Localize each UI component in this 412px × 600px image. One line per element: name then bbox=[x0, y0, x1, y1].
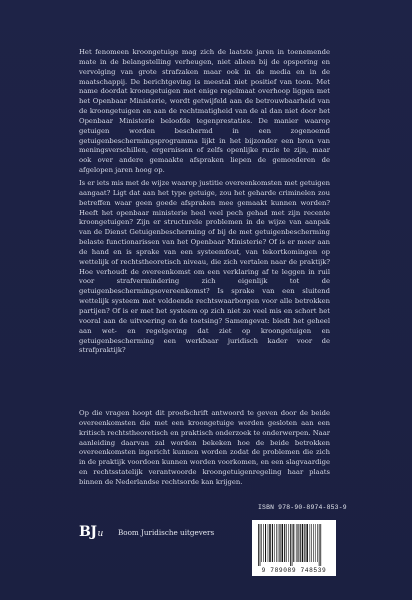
barcode-bar bbox=[269, 524, 271, 562]
barcode-digits: 9 789089 748539 bbox=[261, 567, 327, 574]
barcode-bar bbox=[310, 524, 311, 562]
barcode-bar bbox=[292, 524, 293, 566]
isbn-label: ISBN 978-90-8974-853-9 bbox=[258, 504, 347, 511]
logo-main: BJ bbox=[79, 524, 97, 540]
barcode-bar bbox=[302, 524, 304, 562]
barcode-bar bbox=[272, 524, 273, 562]
barcode-bar bbox=[319, 524, 320, 566]
publisher-name: Boom Juridische uitgevers bbox=[118, 528, 215, 537]
barcode-bar bbox=[317, 524, 318, 562]
barcode-bar bbox=[278, 524, 279, 562]
blurb-paragraph-2: Is er iets mis met de wijze waarop justitie overeenkomsten met getuigen aangaat? Ligt dat aan het type getuige, zou het geharde criminelen zou betreffen waar geen goede afspraken mee gemaakt kunnen worden? Heeft het openbaar ministerie heel veel pech gehad met zijn recente kroongetuigen? Zijn er structurele problemen in de wijze van aanpak van de Dienst Getuigenbescherming of bij de met getuigenbescherming belaste functionarissen van het Openbaar Ministerie? Of is er meer aan de hand en is sprake van een systeemfout, van tekortkomingen op wettelijk of rechtstheoretisch niveau, die zich vertalen naar de praktijk? Hoe verhoudt de overeenkomst om een verklaring af te leggen in ruil voor strafvermindering zich eigenlijk tot de getuigenbeschermingsovereenkomst? Is sprake van een sluitend wettelijk systeem met voldoende rechtswaarborgen voor alle betrokken partijen? Of is er met het systeem op zich niet zo veel mis en schort het vooral aan de uitvoering en de toetsing? Samengevat: biedt het geheel aan wet- en regelgeving dat ziet op kroongetuigen en getuigenbescherming een werkbaar juridisch kader voor de strafpraktijk? bbox=[79, 179, 330, 355]
barcode-bar bbox=[298, 524, 299, 562]
barcode-bar bbox=[268, 524, 269, 562]
blurb-paragraph-3: Op die vragen hoopt dit proefschrift antwoord te geven door de beide overeenkomsten die met een kroongetuige worden gesloten aan een kritisch rechtstheoretisch en praktisch onderzoek te onderwerpen. Naar aanleiding daarvan zal worden bekeken hoe de beide betrokken overeenkomsten ingericht kunnen worden zodat de problemen die zich in de praktijk voordoen kunnen worden voorkomen, en een slagvaardige en rechtsstatelijk verantwoorde kroongetuigenregeling haar plaats binnen de Nederlandse rechtsorde kan krijgen. bbox=[79, 409, 330, 486]
barcode-bar bbox=[284, 524, 285, 562]
barcode-bar bbox=[304, 524, 305, 562]
barcode-bar bbox=[320, 524, 321, 566]
barcode-bar bbox=[315, 524, 316, 562]
barcode-bar bbox=[274, 524, 275, 562]
barcode-bar bbox=[293, 524, 294, 562]
barcode-bar bbox=[290, 524, 291, 566]
barcode-bar bbox=[286, 524, 287, 562]
barcode-bar bbox=[282, 524, 284, 562]
publisher-logo bbox=[79, 524, 103, 540]
barcode-bar bbox=[313, 524, 314, 562]
barcode bbox=[252, 520, 336, 576]
barcode-bars bbox=[252, 520, 336, 568]
barcode-bar bbox=[288, 524, 289, 562]
barcode-bar bbox=[258, 524, 259, 566]
barcode-bar bbox=[263, 524, 264, 562]
barcode-bar bbox=[296, 524, 297, 562]
barcode-bar bbox=[261, 524, 262, 562]
barcode-bar bbox=[265, 524, 266, 562]
barcode-bar bbox=[306, 524, 308, 562]
barcode-bar bbox=[276, 524, 277, 562]
barcode-bar bbox=[260, 524, 261, 566]
barcode-bar bbox=[300, 524, 301, 562]
logo-suffix: u bbox=[97, 529, 103, 539]
barcode-bar bbox=[279, 524, 280, 562]
blurb-paragraph-1: Het fenomeen kroongetuige mag zich de laatste jaren in toenemende mate in de belangstelling verheugen, niet alleen bij de opsporing en vervolging van grote strafzaken maar ook in de media en in de maatschappij. De berichtgeving is meestal niet positief van toon. Met name doordat kroongetuigen met enige regelmaat overhoop liggen met het Openbaar Ministerie, wordt getwijfeld aan de betrouwbaarheid van de kroongetuigen en aan de rechtmatigheid van de al dan niet door het Openbaar Ministerie beloofde tegenprestaties. De manier waarop getuigen worden beschermd in een zogenoemd getuigenbeschermingsprogramma lijkt in het bijzonder een bron van meningsverschillen, ergernissen of zelfs openlijke ruzie te zijn, maar ook over andere gemaakte afspraken liepen de gemoederen de afgelopen jaren hoog op. bbox=[79, 48, 330, 175]
barcode-bar bbox=[311, 524, 312, 562]
